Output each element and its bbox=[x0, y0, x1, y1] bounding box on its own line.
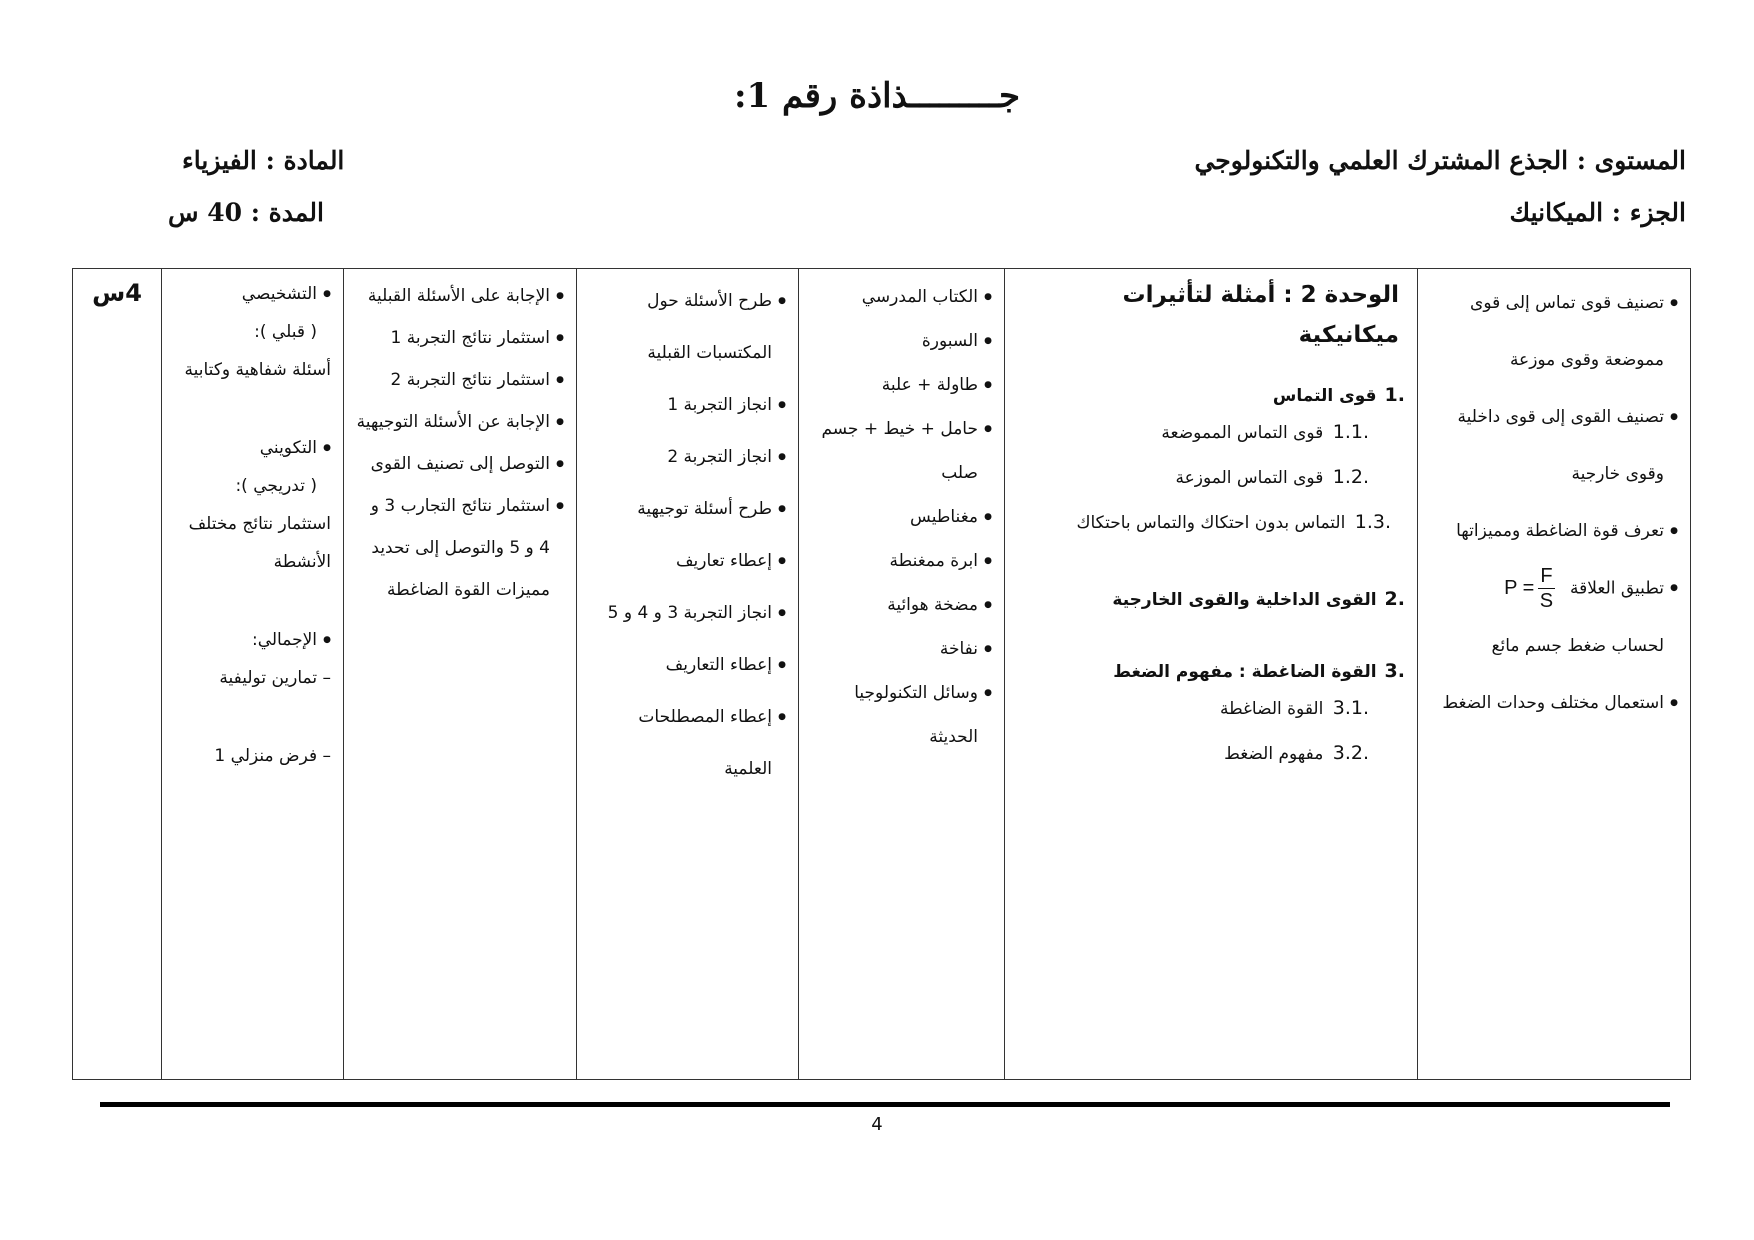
list-item: ● استعمال مختلف وحدات الضغط bbox=[1430, 675, 1678, 732]
subsection bbox=[1017, 686, 1405, 731]
list-item: ● السبورة bbox=[811, 319, 992, 363]
list-item: ● إعطاء التعاريف bbox=[589, 639, 786, 691]
teacher-activities-list bbox=[589, 275, 786, 795]
table-row bbox=[73, 269, 1691, 1080]
eval-sub: ( قبلي ): bbox=[254, 322, 317, 342]
evaluation-list bbox=[174, 275, 331, 351]
list-item: ● نفاخة bbox=[811, 627, 992, 671]
formula-intro: تطبيق العلاقة bbox=[1569, 578, 1664, 599]
list-item: ● تصنيف القوى إلى قوى داخلية وقوى خارجية bbox=[1430, 389, 1678, 503]
content-cell bbox=[1005, 269, 1418, 1080]
subsection-number: .3.2 bbox=[1332, 741, 1369, 764]
goals-list bbox=[1430, 275, 1678, 732]
eval-sub: ( تدريجي ): bbox=[235, 476, 317, 496]
page-number: 4 bbox=[871, 1114, 883, 1135]
spacer bbox=[174, 581, 331, 621]
list-item: ● انجاز التجربة 1 bbox=[589, 379, 786, 431]
footer-rule bbox=[100, 1102, 1670, 1107]
list-item: ● إعطاء المصطلحات العلمية bbox=[589, 691, 786, 795]
subsection bbox=[1017, 410, 1405, 455]
subsection bbox=[1017, 500, 1405, 545]
eval-desc: استثمار نتائج مختلف الأنشطة bbox=[188, 514, 331, 572]
eval-desc: أسئلة شفاهية وكتابية bbox=[184, 360, 331, 380]
evaluation-list bbox=[174, 429, 331, 505]
list-item: ● وسائل التكنولوجيا الحديثة bbox=[811, 671, 992, 759]
list-item: ● انجاز التجربة 3 و 4 و 5 bbox=[589, 587, 786, 639]
eval-item: – فرض منزلي 1 bbox=[214, 746, 331, 766]
section-heading bbox=[1017, 657, 1405, 686]
lesson-plan-table bbox=[72, 268, 1691, 1080]
duration-label: المدة : 40 س bbox=[168, 198, 324, 227]
subsection-text: التماس بدون احتكاك والتماس باحتكاك bbox=[1076, 512, 1346, 533]
spacer bbox=[174, 697, 331, 737]
subsection-text: مفهوم الضغط bbox=[1224, 743, 1324, 764]
section-title: القوة الضاغطة : مفهوم الضغط bbox=[1113, 662, 1377, 682]
list-item: ● تعرف قوة الضاغطة ومميزاتها bbox=[1430, 503, 1678, 560]
formula-denominator: S bbox=[1539, 590, 1554, 612]
list-item: ● الإجابة عن الأسئلة التوجيهية bbox=[356, 401, 564, 443]
section-heading bbox=[1017, 585, 1405, 614]
list-item: ● إعطاء تعاريف bbox=[589, 535, 786, 587]
list-item: ● انجاز التجربة 2 bbox=[589, 431, 786, 483]
subsection-text: قوى التماس المموضعة bbox=[1161, 422, 1324, 443]
spacer bbox=[174, 389, 331, 429]
list-item: ● مضخة هوائية bbox=[811, 583, 992, 627]
pressure-formula bbox=[1504, 560, 1554, 617]
subsection-number: .3.1 bbox=[1332, 696, 1369, 719]
goals-cell bbox=[1418, 269, 1691, 1080]
subsection bbox=[1017, 455, 1405, 500]
page-title: جـــــــــذاذة رقم 1: bbox=[733, 76, 1021, 116]
tools-cell bbox=[799, 269, 1005, 1080]
subsection-number: .1.1 bbox=[1332, 420, 1369, 443]
list-item: ● الإجابة على الأسئلة القبلية bbox=[356, 275, 564, 317]
formula-tail: لحساب ضغط جسم مائع bbox=[1491, 635, 1664, 656]
list-item: ● طرح الأسئلة حول المكتسبات القبلية bbox=[589, 275, 786, 379]
list-item: ● طرح أسئلة توجيهية bbox=[589, 483, 786, 535]
subsection-number: .1.3 bbox=[1354, 510, 1391, 533]
student-activities-cell bbox=[344, 269, 577, 1080]
level-label: المستوى : الجذع المشترك العلمي والتكنولوجي bbox=[1194, 146, 1686, 175]
teacher-activities-cell bbox=[577, 269, 799, 1080]
section-number: .3 bbox=[1384, 660, 1405, 682]
formula-numerator: F bbox=[1540, 565, 1553, 587]
part-label: الجزء : الميكانيك bbox=[1509, 198, 1686, 227]
list-item: ● مغناطيس bbox=[811, 495, 992, 539]
unit-title: الوحدة 2 : أمثلة لتأثيرات ميكانيكية bbox=[1122, 282, 1399, 348]
formative-eval bbox=[174, 429, 331, 505]
section-title: قوى التماس bbox=[1272, 386, 1377, 406]
formula-fraction bbox=[1538, 566, 1554, 611]
evaluation-list bbox=[174, 621, 331, 659]
list-item bbox=[1430, 560, 1678, 675]
eval-type: ● التكويني bbox=[259, 438, 317, 458]
list-item: ● استثمار نتائج التجارب 3 و 4 و 5 والتوصل إلى تحديد مميزات القوة الضاغطة bbox=[356, 485, 564, 611]
subsection-number: .1.2 bbox=[1332, 465, 1369, 488]
subject-label: المادة : الفيزياء bbox=[182, 146, 345, 175]
formula-lhs: P = bbox=[1504, 577, 1535, 599]
summative-eval: ● الإجمالي: bbox=[174, 621, 331, 659]
section-number: .1 bbox=[1384, 384, 1405, 406]
diagnostic-eval bbox=[174, 275, 331, 351]
evaluation-cell bbox=[162, 269, 344, 1080]
list-item: ● تصنيف قوى تماس إلى قوى مموضعة وقوى موزعة bbox=[1430, 275, 1678, 389]
section-title: القوى الداخلية والقوى الخارجية bbox=[1112, 589, 1377, 610]
subsection-text: قوى التماس الموزعة bbox=[1175, 467, 1324, 488]
section-number: .2 bbox=[1384, 587, 1405, 610]
subsection bbox=[1017, 731, 1405, 776]
list-item: ● التوصل إلى تصنيف القوى bbox=[356, 443, 564, 485]
section-heading bbox=[1017, 381, 1405, 410]
list-item: ● حامل + خيط + جسم صلب bbox=[811, 407, 992, 495]
subsection-text: القوة الضاغطة bbox=[1219, 698, 1324, 719]
list-item: ● الكتاب المدرسي bbox=[811, 275, 992, 319]
list-item: ● استثمار نتائج التجربة 1 bbox=[356, 317, 564, 359]
tools-list bbox=[811, 275, 992, 759]
list-item: ● استثمار نتائج التجربة 2 bbox=[356, 359, 564, 401]
list-item: ● ابرة ممغنطة bbox=[811, 539, 992, 583]
student-activities-list bbox=[356, 275, 564, 611]
eval-type: ● التشخيصي bbox=[241, 284, 317, 304]
list-item: ● طاولة + علبة bbox=[811, 363, 992, 407]
eval-item: – تمارين توليفية bbox=[219, 668, 331, 688]
time-cell: 4س bbox=[73, 269, 162, 1080]
